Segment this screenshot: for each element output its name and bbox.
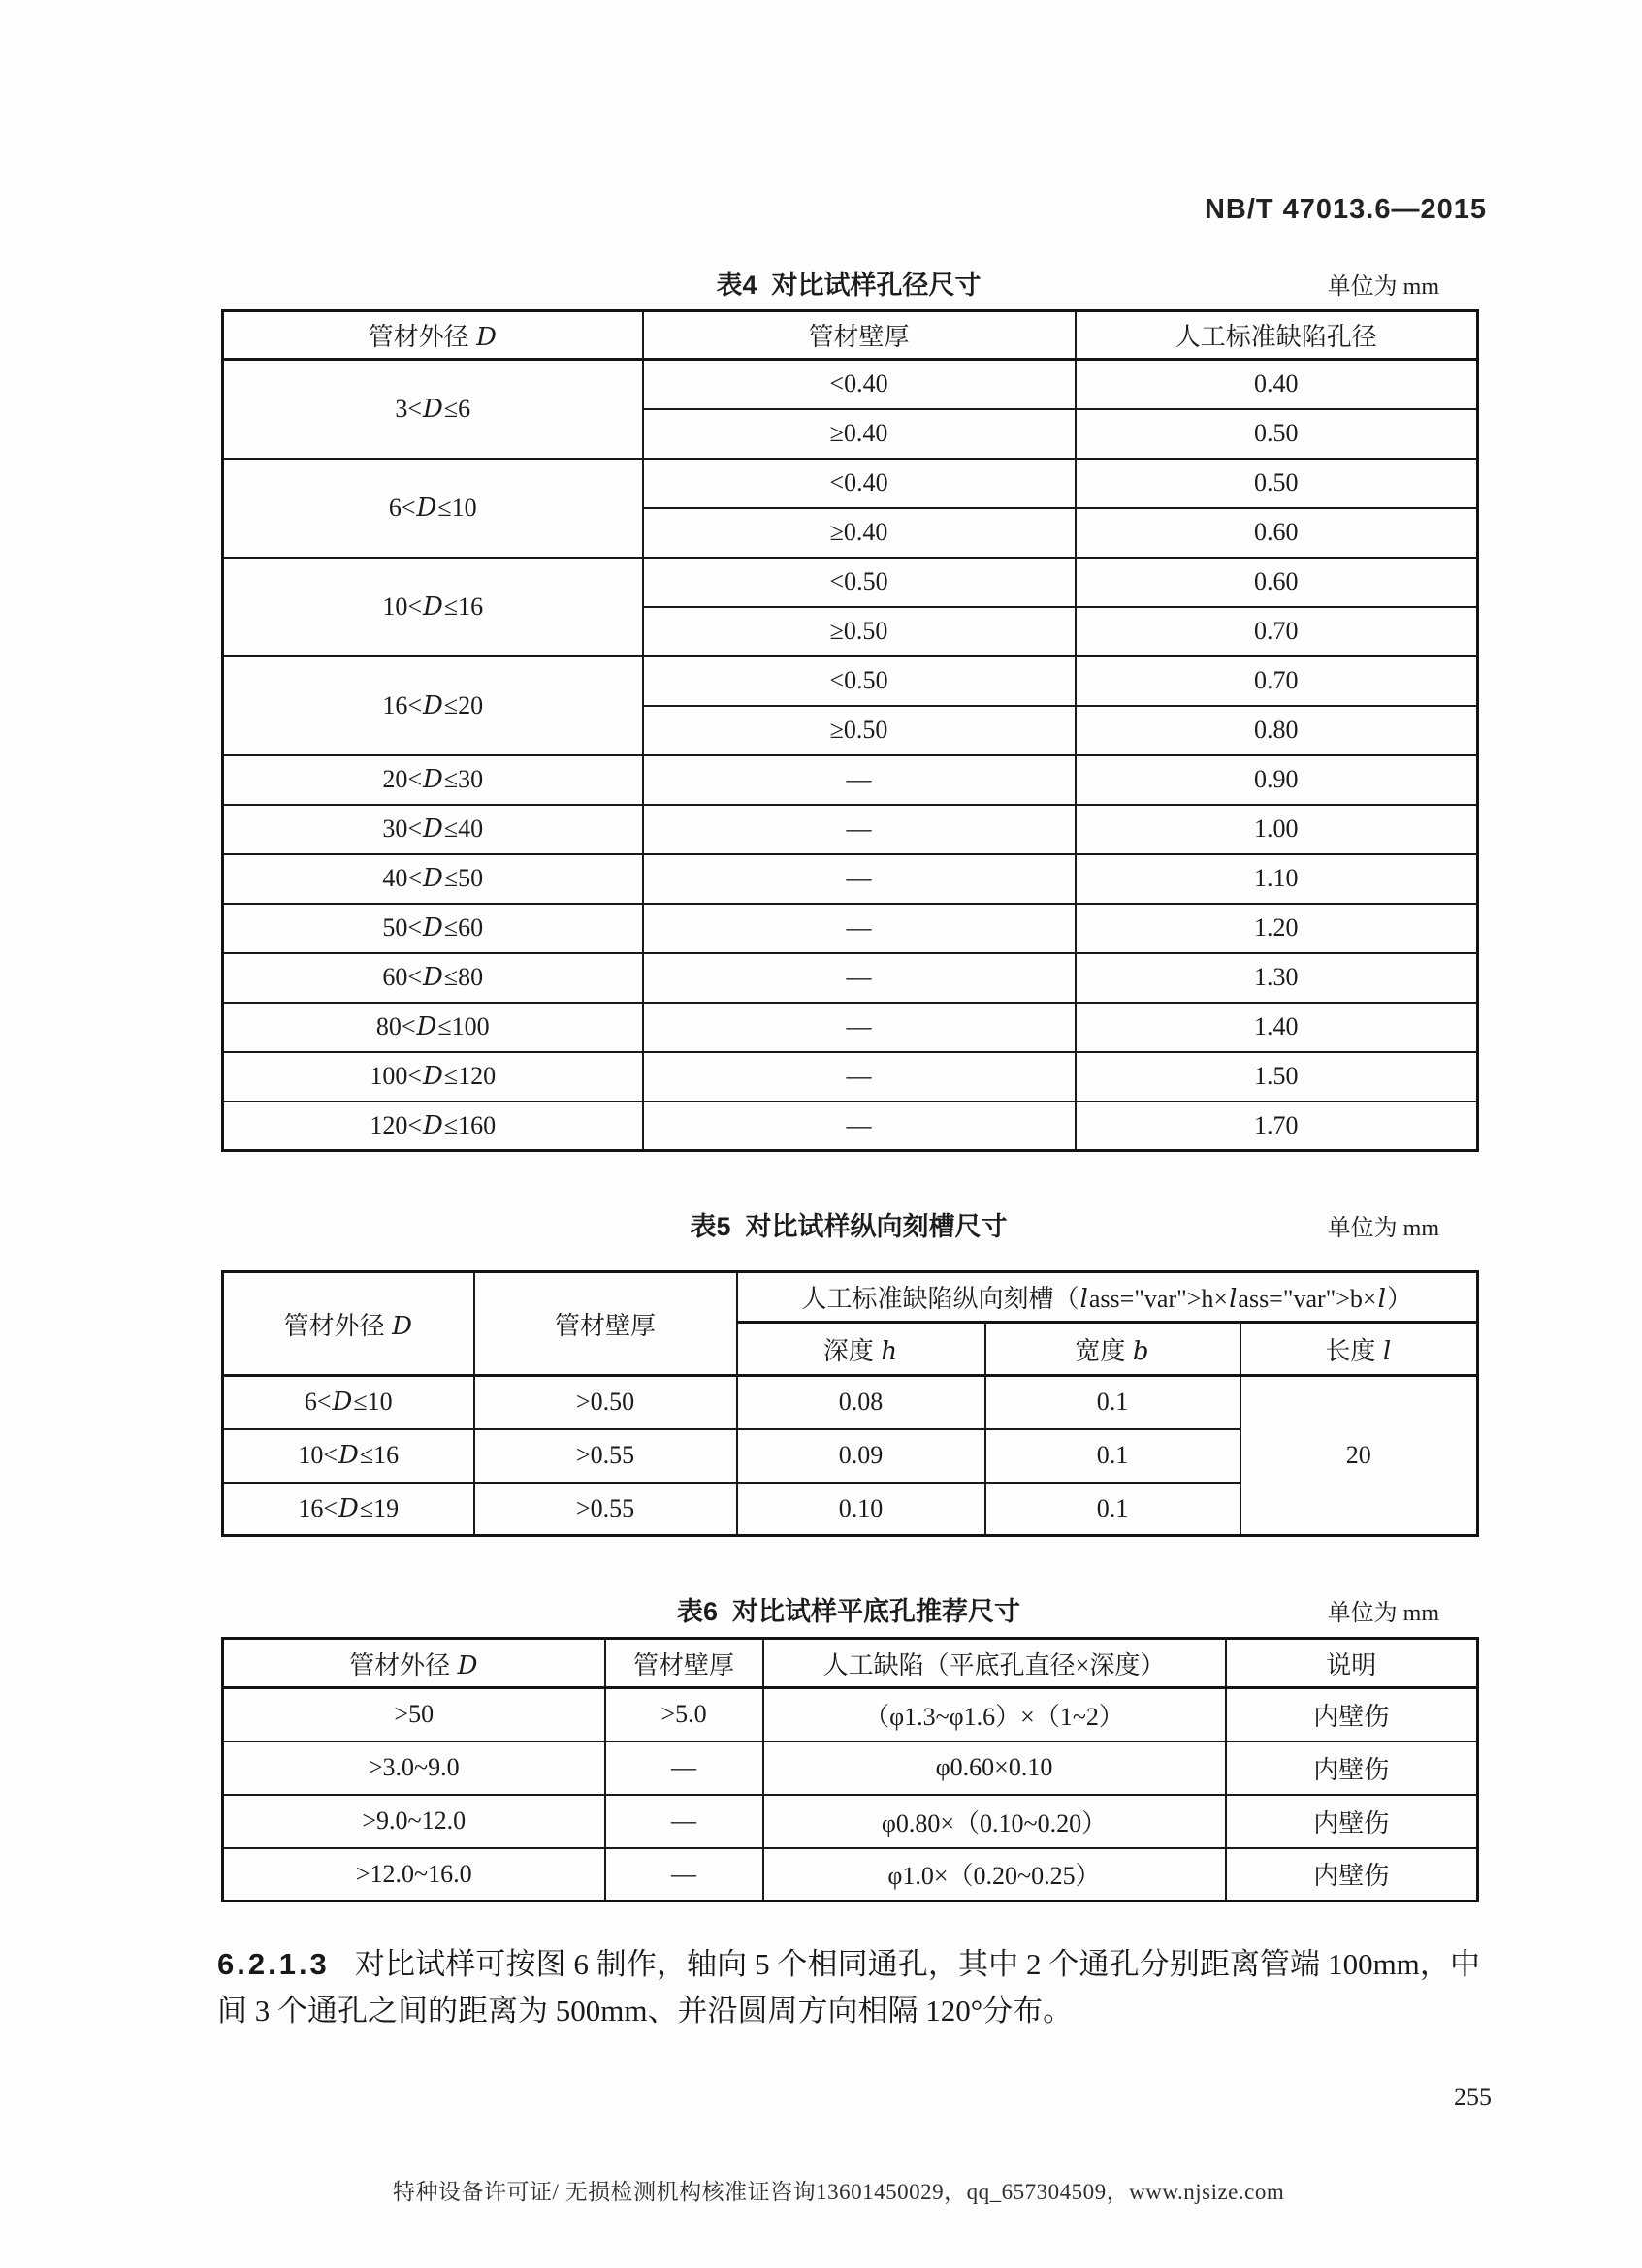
table4-hole-diameter-table	[221, 309, 1479, 1152]
hole-cell: 1.40	[1076, 1003, 1478, 1052]
table5-unit-label: 单位为 mm	[1327, 1216, 1439, 1241]
wall-cell: —	[643, 1052, 1076, 1102]
hole-cell: 0.70	[1076, 656, 1478, 706]
table-row	[223, 558, 1478, 607]
table6-unit-label: 单位为 mm	[1327, 1601, 1439, 1626]
wall-cell: —	[643, 805, 1076, 854]
wall-cell: —	[643, 904, 1076, 953]
hole-cell: 1.00	[1076, 805, 1478, 854]
diameter-range-cell: 30<D≤40	[223, 805, 643, 854]
diameter-range-cell: 6<D≤10	[223, 459, 643, 558]
defect-cell: φ1.0×（0.20~0.25）	[763, 1848, 1226, 1901]
wall-cell: ≥0.50	[643, 706, 1076, 755]
table5-col-depth: 深度 h	[737, 1323, 985, 1376]
diameter-range-cell: 40<D≤50	[223, 854, 643, 904]
table4-header-row	[223, 311, 1478, 360]
hole-cell: 0.70	[1076, 607, 1478, 656]
wall-cell: —	[643, 1003, 1076, 1052]
note-cell: 内壁伤	[1226, 1795, 1478, 1848]
table-row	[223, 755, 1478, 805]
table-row	[223, 1003, 1478, 1052]
table6-header-row	[223, 1639, 1478, 1688]
wall-cell: >5.0	[605, 1688, 763, 1741]
hole-cell: 0.40	[1076, 360, 1478, 409]
defect-cell: φ0.60×0.10	[763, 1741, 1226, 1795]
wall-cell: ≥0.40	[643, 508, 1076, 558]
diameter-range-cell: 10<D≤16	[223, 1429, 474, 1483]
hole-cell: 1.20	[1076, 904, 1478, 953]
diameter-range-cell: 3<D≤6	[223, 360, 643, 459]
table-row	[223, 1376, 1478, 1429]
standard-code: NB/T 47013.6—2015	[1204, 194, 1487, 225]
clause-paragraph	[217, 1941, 1480, 2034]
diameter-range-cell: >12.0~16.0	[223, 1848, 605, 1901]
table5-col-outer-diameter: 管材外径 D	[223, 1272, 474, 1376]
table-row	[223, 953, 1478, 1003]
table6-title: 表6 对比试样平底孔推荐尺寸	[676, 1597, 1021, 1626]
defect-cell: （φ1.3~φ1.6）×（1~2）	[763, 1688, 1226, 1741]
wall-cell: >0.55	[474, 1429, 737, 1483]
diameter-range-cell: >9.0~12.0	[223, 1795, 605, 1848]
diameter-range-cell: 50<D≤60	[223, 904, 643, 953]
table-row	[223, 1052, 1478, 1102]
table-row	[223, 459, 1478, 508]
clause-text: 对比试样可按图 6 制作，轴向 5 个相同通孔，其中 2 个通孔分别距离管端 100mm，中间 3 个通孔之间的距离为 500mm、并沿圆周方向相隔 120°分布。	[217, 1947, 1480, 2028]
note-cell: 内壁伤	[1226, 1688, 1478, 1741]
footer-watermark-text: 特种设备许可证/ 无损检测机构核准证咨询13601450029，qq_657304509，www.njsize.com	[393, 2180, 1285, 2204]
diameter-range-cell: 6<D≤10	[223, 1376, 474, 1429]
table4-col-defect-hole: 人工标准缺陷孔径	[1076, 311, 1478, 360]
page-number: 255	[1454, 2083, 1492, 2111]
wall-cell: ≥0.40	[643, 409, 1076, 459]
wall-cell: <0.40	[643, 459, 1076, 508]
hole-cell: 0.50	[1076, 459, 1478, 508]
hole-cell: 0.50	[1076, 409, 1478, 459]
table6-caption	[221, 1590, 1476, 1629]
width-cell: 0.1	[985, 1483, 1240, 1536]
hole-cell: 0.60	[1076, 558, 1478, 607]
wall-cell: <0.50	[643, 558, 1076, 607]
hole-cell: 1.70	[1076, 1102, 1478, 1151]
table-row	[223, 904, 1478, 953]
diameter-range-cell: >50	[223, 1688, 605, 1741]
length-cell: 20	[1240, 1376, 1478, 1536]
table4-col-outer-diameter: 管材外径 D	[223, 311, 643, 360]
wall-cell: <0.50	[643, 656, 1076, 706]
hole-cell: 0.90	[1076, 755, 1478, 805]
diameter-range-cell: 100<D≤120	[223, 1052, 643, 1102]
width-cell: 0.1	[985, 1429, 1240, 1483]
wall-cell: —	[643, 953, 1076, 1003]
table5-longitudinal-groove-table	[221, 1270, 1479, 1537]
diameter-range-cell: 10<D≤16	[223, 558, 643, 656]
wall-cell: —	[605, 1848, 763, 1901]
table-row	[223, 1795, 1478, 1848]
table6-flat-bottom-hole-table	[221, 1637, 1479, 1902]
table4-col-wall-thickness: 管材壁厚	[643, 311, 1076, 360]
width-cell: 0.1	[985, 1376, 1240, 1429]
table4-caption	[221, 264, 1476, 303]
wall-cell: >0.50	[474, 1376, 737, 1429]
wall-cell: —	[605, 1795, 763, 1848]
wall-cell: —	[643, 1102, 1076, 1151]
depth-cell: 0.08	[737, 1376, 985, 1429]
table5-header-row-1	[223, 1272, 1478, 1323]
diameter-range-cell: 20<D≤30	[223, 755, 643, 805]
table-row	[223, 805, 1478, 854]
wall-cell: —	[605, 1741, 763, 1795]
wall-cell: —	[643, 854, 1076, 904]
table4-title: 表4 对比试样孔径尺寸	[716, 271, 982, 300]
hole-cell: 0.60	[1076, 508, 1478, 558]
table-row	[223, 1102, 1478, 1151]
wall-cell: —	[643, 755, 1076, 805]
table-row	[223, 854, 1478, 904]
table5-col-wall-thickness: 管材壁厚	[474, 1272, 737, 1376]
hole-cell: 1.30	[1076, 953, 1478, 1003]
table-row	[223, 1848, 1478, 1901]
diameter-range-cell: 80<D≤100	[223, 1003, 643, 1052]
table5-col-groove-group: 人工标准缺陷纵向刻槽（lass="var">h×lass="var">b×l）	[737, 1272, 1478, 1323]
diameter-range-cell: 120<D≤160	[223, 1102, 643, 1151]
table4-unit-label: 单位为 mm	[1327, 274, 1439, 300]
depth-cell: 0.09	[737, 1429, 985, 1483]
hole-cell: 1.10	[1076, 854, 1478, 904]
table-row	[223, 656, 1478, 706]
wall-cell: ≥0.50	[643, 607, 1076, 656]
table-row	[223, 360, 1478, 409]
table5-col-width: 宽度 b	[985, 1323, 1240, 1376]
table6-col-outer-diameter: 管材外径 D	[223, 1639, 605, 1688]
diameter-range-cell: 16<D≤20	[223, 656, 643, 755]
table-row	[223, 1688, 1478, 1741]
table6-col-artificial-defect: 人工缺陷（平底孔直径×深度）	[763, 1639, 1226, 1688]
table5-title: 表5 对比试样纵向刻槽尺寸	[690, 1212, 1008, 1241]
diameter-range-cell: 16<D≤19	[223, 1483, 474, 1536]
table5-caption	[221, 1205, 1476, 1244]
table-row	[223, 1741, 1478, 1795]
hole-cell: 1.50	[1076, 1052, 1478, 1102]
clause-number: 6.2.1.3	[217, 1947, 330, 1981]
table6-col-note: 说明	[1226, 1639, 1478, 1688]
depth-cell: 0.10	[737, 1483, 985, 1536]
table6-col-wall-thickness: 管材壁厚	[605, 1639, 763, 1688]
note-cell: 内壁伤	[1226, 1848, 1478, 1901]
diameter-range-cell: >3.0~9.0	[223, 1741, 605, 1795]
defect-cell: φ0.80×（0.10~0.20）	[763, 1795, 1226, 1848]
wall-cell: >0.55	[474, 1483, 737, 1536]
table5-col-length: 长度 l	[1240, 1323, 1478, 1376]
diameter-range-cell: 60<D≤80	[223, 953, 643, 1003]
wall-cell: <0.40	[643, 360, 1076, 409]
note-cell: 内壁伤	[1226, 1741, 1478, 1795]
hole-cell: 0.80	[1076, 706, 1478, 755]
